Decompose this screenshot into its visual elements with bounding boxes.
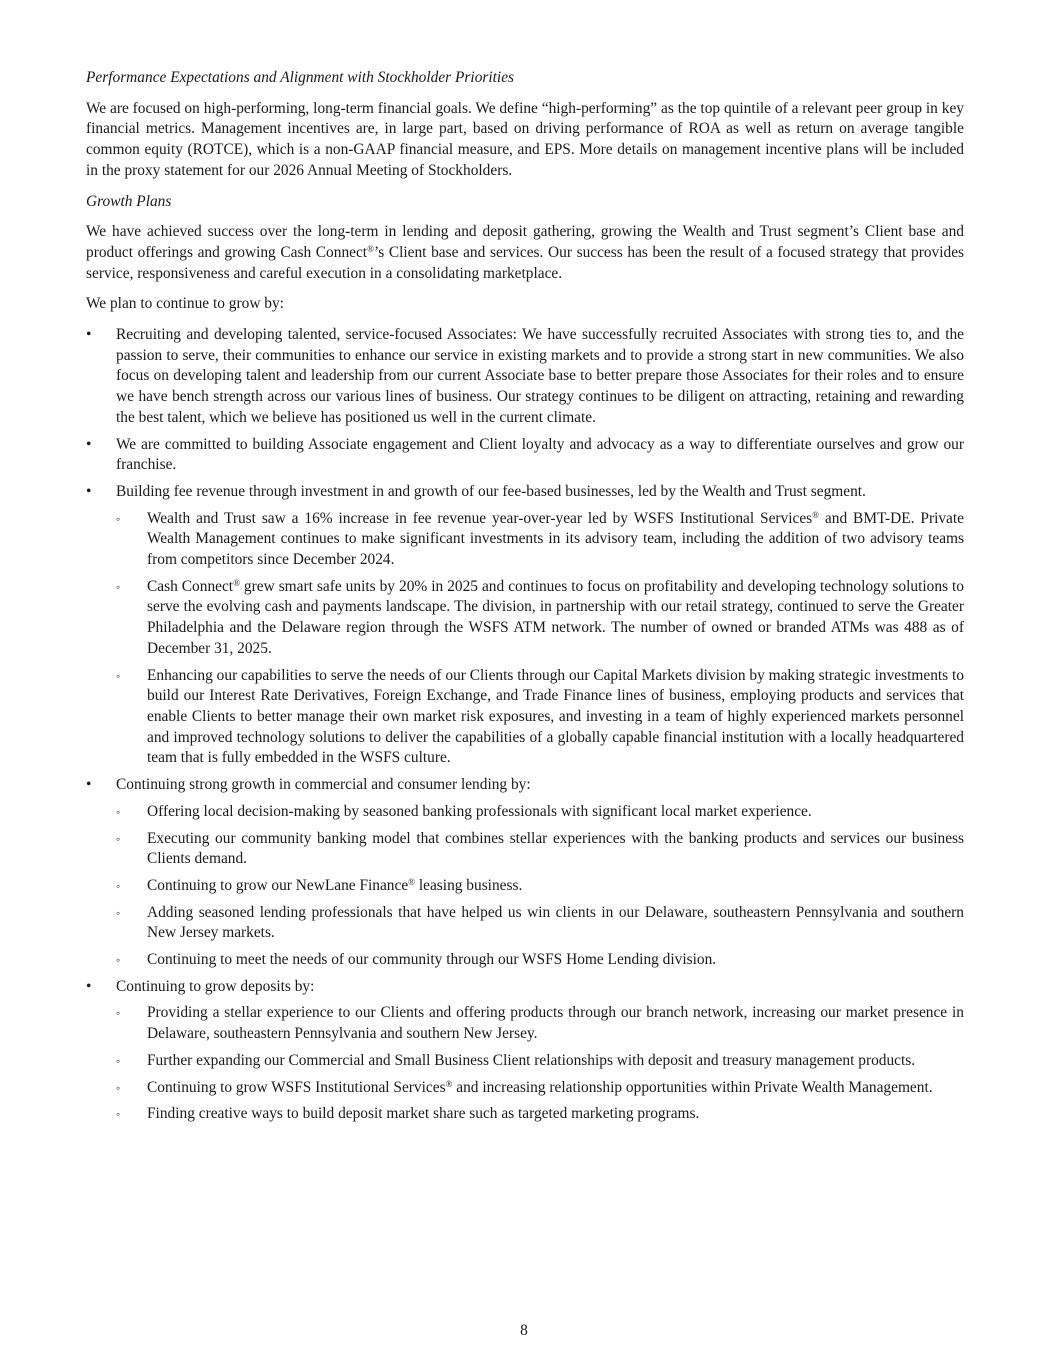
text-run: and increasing relationship opportunities within Private Wealth Management.	[452, 1078, 933, 1096]
sub-bullet-list	[116, 509, 964, 769]
text-run: Continuing to grow WSFS Institutional Services	[147, 1078, 446, 1096]
bullet-marker: •	[86, 326, 92, 344]
page-number: 8	[520, 1322, 528, 1339]
sub-list-item	[116, 876, 964, 897]
sub-list-item	[116, 829, 964, 870]
growth-intro: We plan to continue to grow by:	[86, 295, 284, 313]
sub-bullet-marker: ◦	[116, 668, 121, 683]
registered-mark: ®	[408, 876, 416, 887]
registered-mark: ®	[812, 509, 820, 520]
list-item	[86, 775, 964, 971]
sub-bullet-marker: ◦	[116, 953, 121, 968]
text-run: Offering local decision-making by seasoned banking professionals with significant local market experience.	[147, 802, 812, 820]
text-run: grew smart safe units by 20% in 2025 and continues to focus on profitability and developing technology solutions to serve the evolving cash and payments landscape. The division, in partnership with our retail strategy, continued to serve the Greater Philadelphia and the Delaware region through the WSFS ATM network. The number of owned or branded ATMs was 488 as of December 31, 2025.	[147, 577, 964, 657]
text-run: Wealth and Trust saw a 16% increase in fee revenue year-over-year led by WSFS Institutional Services	[147, 509, 813, 527]
sub-list-item	[116, 1051, 964, 1072]
list-item-text: Building fee revenue through investment in and growth of our fee-based businesses, led by the Wealth and Trust segment.	[116, 482, 866, 500]
sub-list-item	[116, 509, 964, 571]
list-item	[86, 482, 964, 769]
list-item-text: We are committed to building Associate engagement and Client loyalty and advocacy as a way to differentiate ourselves and grow our franchise.	[116, 435, 964, 474]
text-run: Further expanding our Commercial and Small Business Client relationships with deposit and treasury management products.	[147, 1051, 916, 1069]
text-run: and BMT-DE. Private Wealth Management continues to make significant investments in its advisory team, including the addition of two advisory teams from competitors since December 2024.	[147, 509, 964, 569]
list-item-text: Continuing to grow deposits by:	[116, 977, 315, 995]
text-run: ’s Client base and services. Our success has been the result of a focused strategy that provides service, responsiveness and careful execution in a consolidating marketplace.	[86, 243, 965, 282]
sub-bullet-marker: ◦	[116, 905, 121, 920]
text-run: Finding creative ways to build deposit market share such as targeted marketing programs.	[147, 1105, 700, 1123]
text-run: Continuing to meet the needs of our community through our WSFS Home Lending division.	[147, 951, 717, 969]
text-run: leasing business.	[415, 876, 523, 894]
performance-paragraph: We are focused on high-performing, long-term financial goals. We define “high-performing” as the top quintile of a relevant peer group in key financial metrics. Management incentives are, in large part, based on driving performance of ROA as well as return on average tangible common equity (ROTCE), which is a non-GAAP financial measure, and EPS. More details on management incentive plans will be included in the proxy statement for our 2026 Annual Meeting of Stockholders.	[86, 99, 964, 179]
growth-bullet-list	[86, 325, 964, 1125]
sub-list-item	[116, 802, 964, 823]
list-item-text: Recruiting and developing talented, service-focused Associates: We have successfully recruited Associates with strong ties to, and the passion to serve, their communities to enhance our service in existing markets and to provide a strong start in new communities. We also focus on developing talent and leadership from our current Associate base to better prepare those Associates for their roles and to ensure we have bench strength across our various lines of business. Our strategy continues to be diligent on attracting, retaining and rewarding the best talent, which we believe has positioned us well in the current climate.	[116, 326, 964, 426]
registered-mark: ®	[367, 243, 374, 254]
registered-mark: ®	[233, 577, 240, 588]
growth-plans-paragraph	[86, 222, 964, 284]
section-heading-performance: Performance Expectations and Alignment with Stockholder Priorities	[86, 69, 515, 86]
sub-list-item	[116, 950, 964, 971]
sub-list-item	[116, 1104, 964, 1125]
sub-list-item	[116, 666, 964, 770]
section-heading-growth-plans: Growth Plans	[86, 192, 172, 210]
sub-list-item	[116, 1003, 964, 1044]
sub-bullet-marker: ◦	[116, 1053, 121, 1068]
sub-bullet-marker: ◦	[116, 831, 121, 846]
sub-list-item	[116, 577, 964, 660]
bullet-marker: •	[86, 482, 92, 500]
text-run: Providing a stellar experience to our Clients and offering products through our branch network, increasing our market presence in Delaware, southeastern Pennsylvania and southern New Jersey.	[147, 1004, 964, 1043]
sub-bullet-marker: ◦	[116, 579, 121, 594]
list-item	[86, 977, 964, 1125]
sub-bullet-list	[116, 802, 964, 971]
document-page	[86, 68, 964, 1131]
sub-bullet-marker: ◦	[116, 878, 121, 893]
registered-mark: ®	[445, 1078, 453, 1089]
bullet-marker: •	[86, 977, 92, 995]
sub-bullet-marker: ◦	[116, 804, 121, 819]
sub-bullet-marker: ◦	[116, 1107, 121, 1122]
text-run: Adding seasoned lending professionals that have helped us win clients in our Delaware, southeastern Pennsylvania and southern New Jersey markets.	[147, 903, 964, 942]
text-run: Executing our community banking model that combines stellar experiences with the banking products and services our business Clients demand.	[147, 829, 964, 868]
list-item	[86, 325, 964, 429]
list-item	[86, 435, 964, 476]
bullet-marker: •	[86, 776, 92, 794]
text-run: Enhancing our capabilities to serve the needs of our Clients through our Capital Markets division by making strategic investments to build our Interest Rate Derivatives, Foreign Exchange, and Trade Finance lines of business, employing products and services that enable Clients to better manage their own market risk exposures, and investing in a team of highly experienced markets personnel and improved technology solutions to deliver the capabilities of a globally capable financial institution with a locally headquartered team that is fully embedded in the WSFS culture.	[147, 666, 964, 767]
text-run: We have achieved success over the long-term in lending and deposit gathering, growing the Wealth and Trust segment’s Client base and product offerings and growing Cash Connect	[86, 223, 964, 261]
text-run: Continuing to grow our NewLane Finance	[147, 876, 409, 894]
sub-list-item	[116, 1078, 964, 1099]
text-run: Cash Connect	[147, 577, 234, 595]
sub-bullet-marker: ◦	[116, 1080, 121, 1095]
list-item-text: Continuing strong growth in commercial and consumer lending by:	[116, 776, 531, 794]
sub-bullet-marker: ◦	[116, 511, 121, 526]
sub-bullet-marker: ◦	[116, 1006, 121, 1021]
sub-bullet-list	[116, 1003, 964, 1125]
bullet-marker: •	[86, 435, 92, 453]
sub-list-item	[116, 903, 964, 944]
